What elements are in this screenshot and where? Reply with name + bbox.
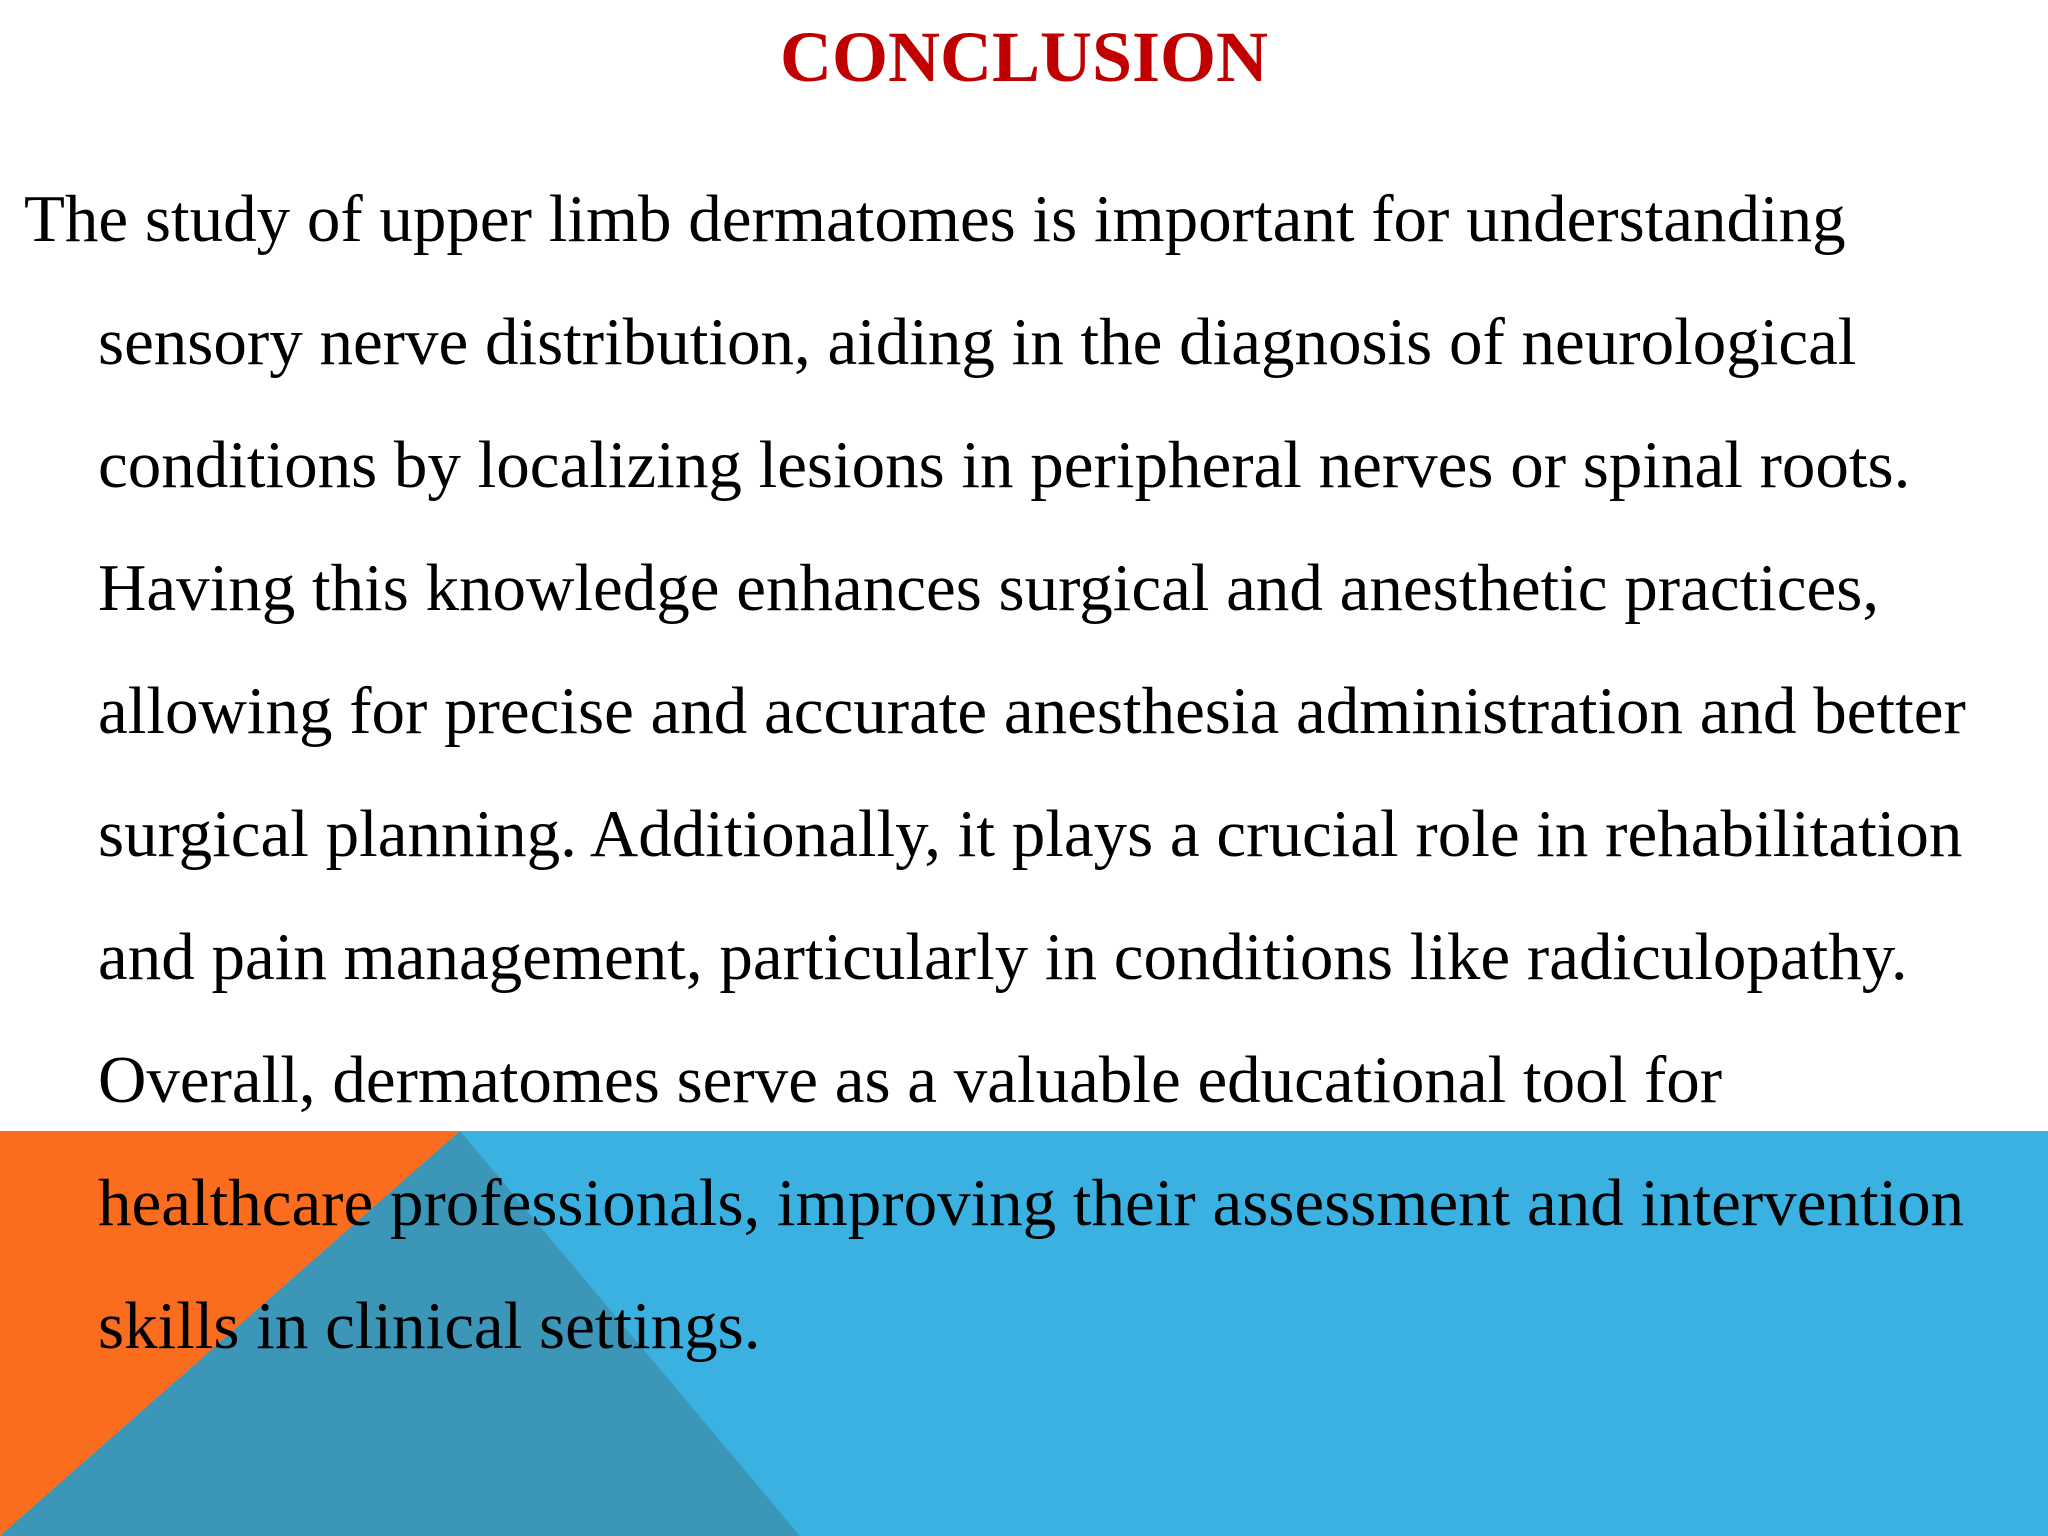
paragraph-line: and pain management, particularly in conditions like radiculopathy.: [98, 920, 1908, 994]
paragraph-line: allowing for precise and accurate anesthesia administration and better: [98, 674, 1966, 748]
paragraph-line: Having this knowledge enhances surgical and anesthetic practices,: [98, 551, 1880, 625]
paragraph-line: surgical planning. Additionally, it plays a crucial role in rehabilitation: [98, 797, 1963, 871]
paragraph-line: skills in clinical settings.: [98, 1289, 761, 1363]
paragraph-line: sensory nerve distribution, aiding in the diagnosis of neurological: [98, 305, 1857, 379]
paragraph-line: conditions by localizing lesions in peripheral nerves or spinal roots.: [98, 428, 1911, 502]
paragraph-line: The study of upper limb dermatomes is important for understanding: [24, 182, 1846, 256]
slide-title: CONCLUSION: [779, 17, 1269, 97]
conclusion-paragraph: [24, 158, 2034, 1388]
paragraph-line: healthcare professionals, improving their assessment and intervention: [98, 1166, 1965, 1240]
paragraph-line: Overall, dermatomes serve as a valuable educational tool for: [98, 1043, 1723, 1117]
